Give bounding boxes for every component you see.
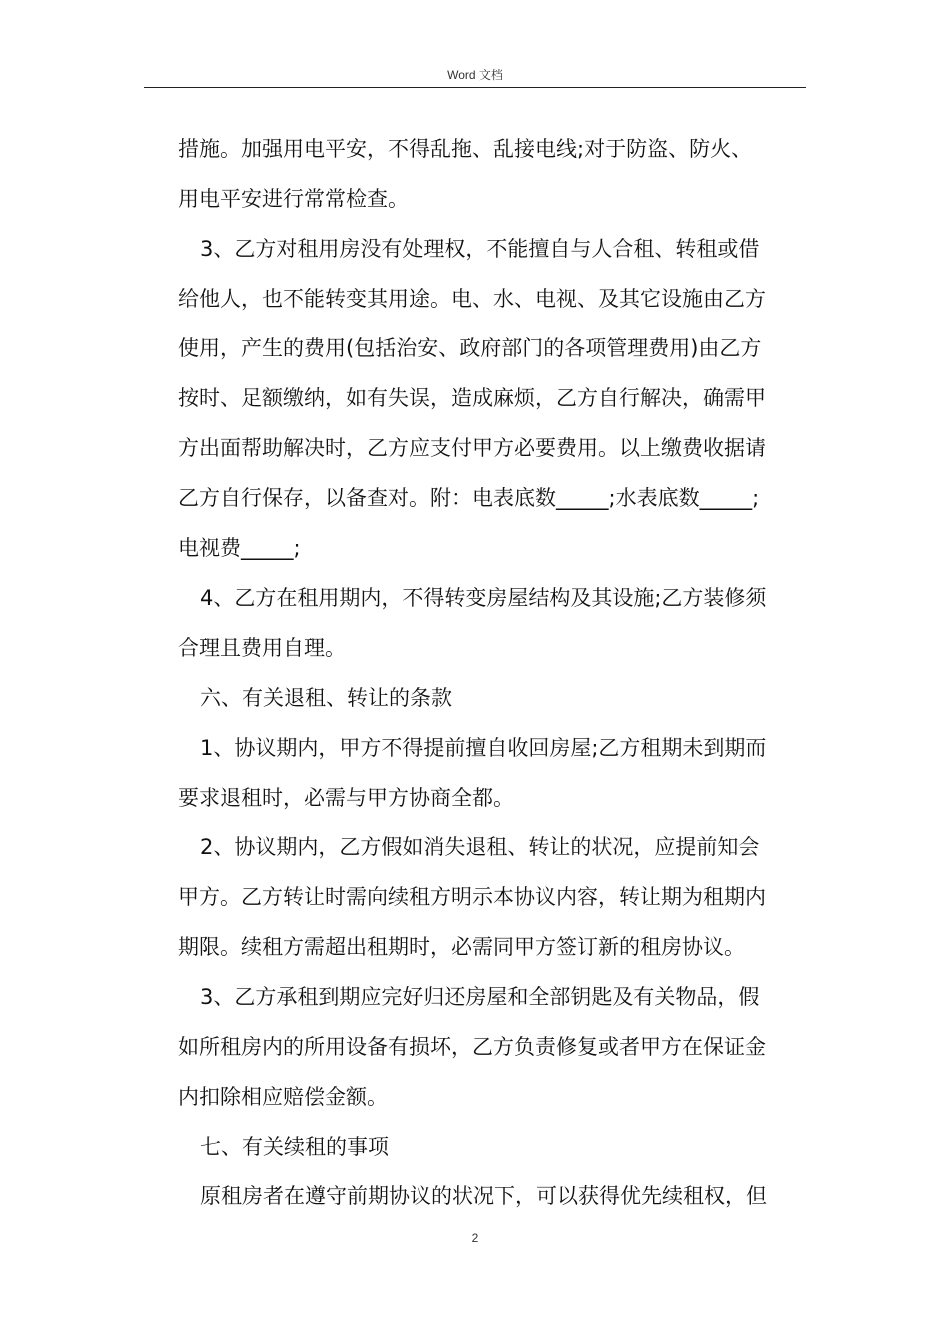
text-line: 4、乙方在租用期内，不得转变房屋结构及其设施;乙方装修须 bbox=[200, 586, 767, 610]
text-line: 2、协议期内，乙方假如消失退租、转让的状况，应提前知会 bbox=[200, 835, 760, 859]
text-line: 使用，产生的费用(包括治安、政府部门的各项管理费用)由乙方 bbox=[178, 336, 762, 360]
page-number: 2 bbox=[471, 1231, 479, 1245]
text-line: 甲方。乙方转让时需向续租方明示本协议内容，转让期为租期内 bbox=[178, 885, 766, 909]
text-line: 给他人，也不能转变其用途。电、水、电视、及其它设施由乙方 bbox=[178, 287, 766, 311]
text-line: 措施。加强用电平安，不得乱拖、乱接电线;对于防盗、防火、 bbox=[178, 137, 753, 161]
text-line: 如所租房内的所用设备有损坏，乙方负责修复或者甲方在保证金 bbox=[178, 1035, 766, 1059]
text-line: 要求退租时，必需与甲方协商全都。 bbox=[178, 786, 514, 810]
text-line: 3、乙方承租到期应完好归还房屋和全部钥匙及有关物品，假 bbox=[200, 985, 760, 1009]
text-line: 按时、足额缴纳，如有失误，造成麻烦，乙方自行解决，确需甲 bbox=[178, 386, 766, 410]
text-line: 原租房者在遵守前期协议的状况下，可以获得优先续租权，但 bbox=[200, 1184, 767, 1208]
section-heading: 七、有关续租的事项 bbox=[200, 1135, 389, 1159]
header-title: Word 文档 bbox=[447, 68, 503, 82]
text-line: 内扣除相应赔偿金额。 bbox=[178, 1085, 388, 1109]
text-line: 用电平安进行常常检查。 bbox=[178, 187, 409, 211]
text-line: 方出面帮助解决时，乙方应支付甲方必要费用。以上缴费收据请 bbox=[178, 436, 766, 460]
text-line: 3、乙方对租用房没有处理权，不能擅自与人合租、转租或借 bbox=[200, 237, 760, 261]
text-line: 1、协议期内，甲方不得提前擅自收回房屋;乙方租期未到期而 bbox=[200, 736, 767, 760]
text-line: 电视费_____; bbox=[178, 536, 301, 560]
text-line: 乙方自行保存，以备查对。附：电表底数_____;水表底数_____; bbox=[178, 486, 760, 510]
section-heading: 六、有关退租、转让的条款 bbox=[200, 686, 452, 710]
header-divider bbox=[144, 87, 806, 88]
text-line: 合理且费用自理。 bbox=[178, 636, 346, 660]
text-line: 期限。续租方需超出租期时，必需同甲方签订新的租房协议。 bbox=[178, 935, 745, 959]
